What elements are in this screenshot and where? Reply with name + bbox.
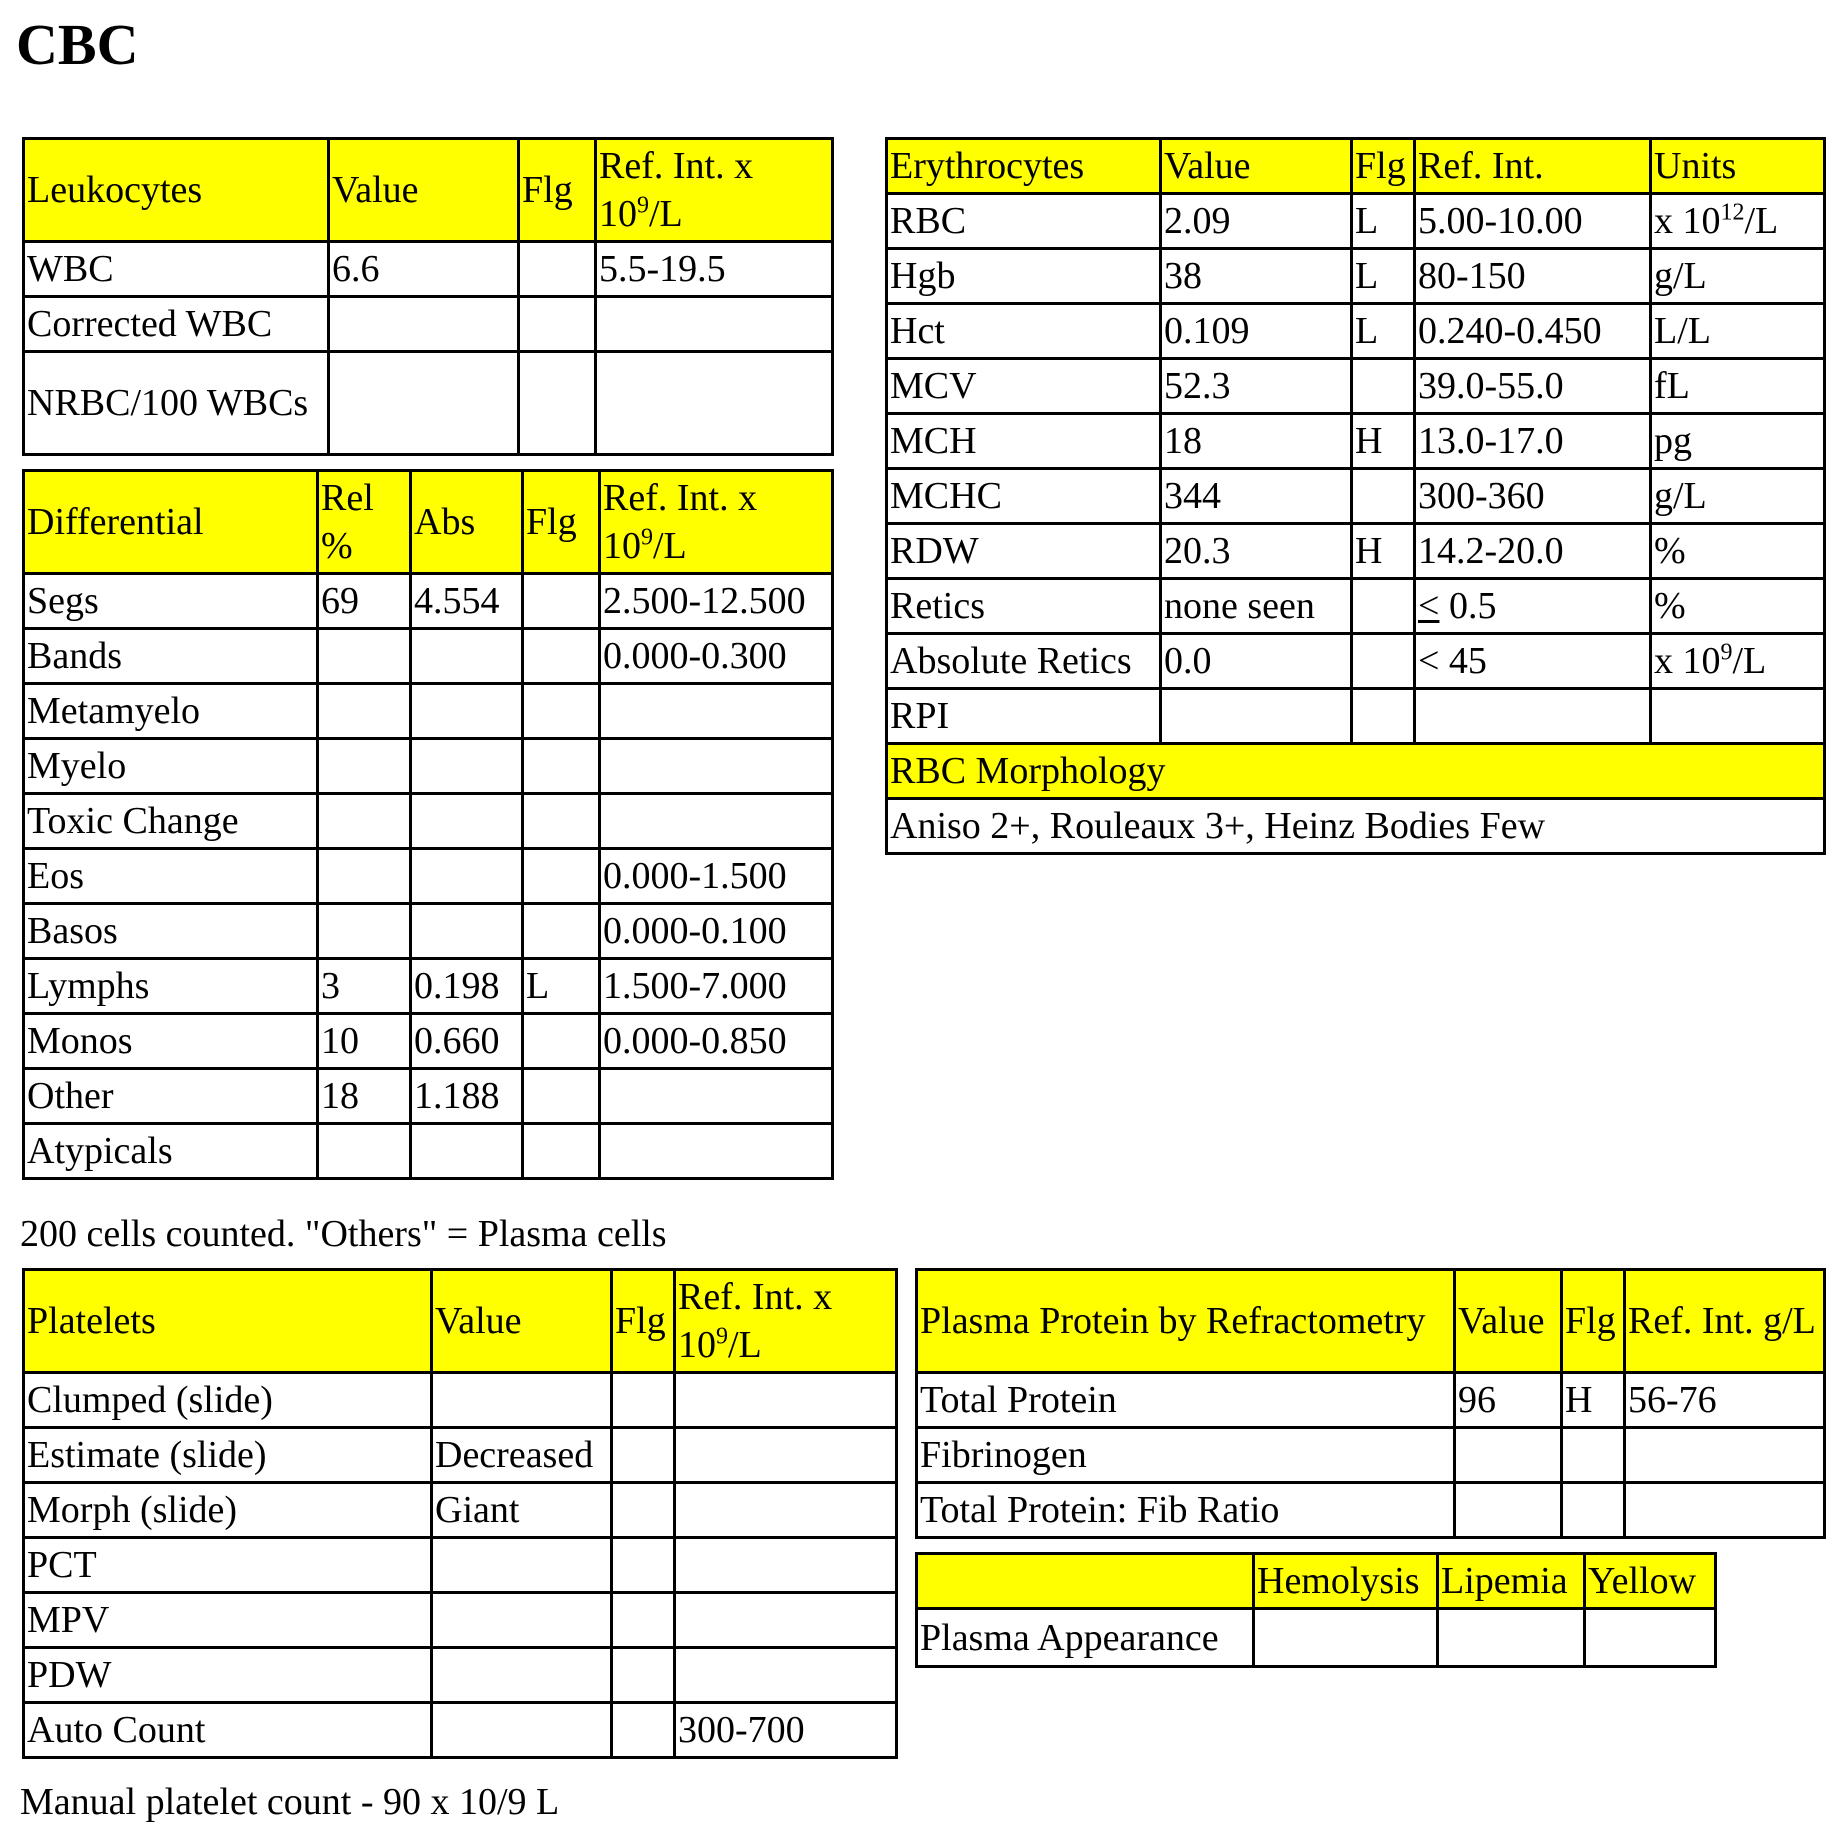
value-cell xyxy=(1455,1483,1562,1538)
table-row xyxy=(24,1428,897,1483)
flag-cell xyxy=(519,297,596,352)
header-cell: Value xyxy=(432,1270,612,1373)
erythrocytes-header-row xyxy=(887,139,1825,194)
header-cell: Flg xyxy=(1352,139,1415,194)
value-cell: 20.3 xyxy=(1161,524,1352,579)
table-row xyxy=(24,242,833,297)
value-cell xyxy=(432,1703,612,1758)
ref-cell xyxy=(1415,249,1651,304)
ref-cell xyxy=(675,1593,897,1648)
leukocytes-table xyxy=(22,137,834,456)
header-cell: Platelets xyxy=(24,1270,432,1373)
value-cell: 18 xyxy=(1161,414,1352,469)
unit-cell xyxy=(1651,359,1825,414)
ref-cell xyxy=(1415,579,1651,634)
unit-base: % xyxy=(1654,530,1686,572)
differential-note: 200 cells counted. "Others" = Plasma cells xyxy=(20,1213,667,1255)
morphology-header-row xyxy=(887,744,1825,799)
value-cell: 96 xyxy=(1455,1373,1562,1428)
plasma-appearance-table xyxy=(915,1552,1717,1668)
value-cell xyxy=(1161,689,1352,744)
flag-cell xyxy=(612,1538,675,1593)
row-label: Eos xyxy=(24,849,318,904)
rel-cell xyxy=(318,629,411,684)
differential-table xyxy=(22,469,834,1180)
unit-tail: /L xyxy=(1732,640,1767,682)
row-label: MCH xyxy=(887,414,1161,469)
flag-cell: L xyxy=(1352,304,1415,359)
table-row xyxy=(917,1483,1825,1538)
row-label: Myelo xyxy=(24,739,318,794)
ref-cell xyxy=(1415,689,1651,744)
ref-cell xyxy=(1415,634,1651,689)
flag-cell: H xyxy=(1352,414,1415,469)
unit-exponent: 9 xyxy=(1720,639,1733,666)
value-cell xyxy=(1438,1609,1585,1667)
table-row xyxy=(24,959,833,1014)
header-cell: Plasma Protein by Refractometry xyxy=(917,1270,1455,1373)
platelets-table xyxy=(22,1268,898,1759)
row-label: Retics xyxy=(887,579,1161,634)
row-label: Hgb xyxy=(887,249,1161,304)
flag-cell xyxy=(523,684,600,739)
flag-cell xyxy=(1352,579,1415,634)
header-cell: Units xyxy=(1651,139,1825,194)
table-row xyxy=(917,1609,1716,1667)
value-cell xyxy=(1455,1428,1562,1483)
unit-tail: /L xyxy=(1744,200,1779,242)
ref-cell xyxy=(675,1373,897,1428)
value-cell xyxy=(329,297,519,352)
flag-cell xyxy=(612,1483,675,1538)
row-label: MCV xyxy=(887,359,1161,414)
unit-cell xyxy=(1651,469,1825,524)
row-label: Plasma Appearance xyxy=(917,1609,1254,1667)
table-row xyxy=(887,194,1825,249)
row-label: Auto Count xyxy=(24,1703,432,1758)
ref-cell xyxy=(1415,304,1651,359)
ref-value: 5.00-10.00 xyxy=(1418,200,1583,242)
flag-cell xyxy=(612,1648,675,1703)
ref-cell: 1.500-7.000 xyxy=(600,959,833,1014)
ref-cell xyxy=(600,684,833,739)
table-row xyxy=(24,297,833,352)
row-label: Fibrinogen xyxy=(917,1428,1455,1483)
value-cell xyxy=(329,352,519,455)
platelets-header-row xyxy=(24,1270,897,1373)
rel-cell xyxy=(318,849,411,904)
table-row xyxy=(24,1483,897,1538)
ref-cell xyxy=(1415,524,1651,579)
ref-value: 39.0-55.0 xyxy=(1418,365,1564,407)
flag-cell: L xyxy=(1352,249,1415,304)
flag-cell xyxy=(519,352,596,455)
ref-cell: 0.000-0.300 xyxy=(600,629,833,684)
row-label: Bands xyxy=(24,629,318,684)
value-cell xyxy=(1254,1609,1438,1667)
unit-cell xyxy=(1651,634,1825,689)
flag-cell xyxy=(523,574,600,629)
ref-cell xyxy=(675,1538,897,1593)
flag-cell xyxy=(523,849,600,904)
ref-cell xyxy=(1415,194,1651,249)
flag-cell xyxy=(1352,634,1415,689)
row-label: Morph (slide) xyxy=(24,1483,432,1538)
flag-cell xyxy=(523,1069,600,1124)
flag-cell xyxy=(523,1014,600,1069)
rel-cell: 10 xyxy=(318,1014,411,1069)
unit-base: g/L xyxy=(1654,475,1707,517)
flag-cell xyxy=(523,629,600,684)
rel-cell: 69 xyxy=(318,574,411,629)
row-label: Total Protein: Fib Ratio xyxy=(917,1483,1455,1538)
ref-cell xyxy=(600,739,833,794)
table-row xyxy=(24,739,833,794)
table-row xyxy=(24,1703,897,1758)
value-cell: 344 xyxy=(1161,469,1352,524)
ref-value: 0.240-0.450 xyxy=(1418,310,1602,352)
ref-cell: 0.000-1.500 xyxy=(600,849,833,904)
header-cell: Abs xyxy=(411,471,523,574)
table-row xyxy=(24,904,833,959)
row-label: Monos xyxy=(24,1014,318,1069)
header-cell: Leukocytes xyxy=(24,139,329,242)
flag-cell xyxy=(523,794,600,849)
flag-cell: H xyxy=(1352,524,1415,579)
unit-base: g/L xyxy=(1654,255,1707,297)
header-cell: Yellow xyxy=(1585,1554,1716,1609)
abs-cell xyxy=(411,849,523,904)
flag-cell xyxy=(612,1428,675,1483)
table-row xyxy=(24,1014,833,1069)
ref-cell xyxy=(1415,469,1651,524)
row-label: RBC xyxy=(887,194,1161,249)
abs-cell xyxy=(411,904,523,959)
header-cell: Differential xyxy=(24,471,318,574)
header-cell: Value xyxy=(329,139,519,242)
table-row xyxy=(917,1428,1825,1483)
value-cell: 0.0 xyxy=(1161,634,1352,689)
plasma-appearance-header-row xyxy=(917,1554,1716,1609)
ref-cell: 2.500-12.500 xyxy=(600,574,833,629)
flag-cell: L xyxy=(1352,194,1415,249)
abs-cell: 1.188 xyxy=(411,1069,523,1124)
morphology-header: RBC Morphology xyxy=(887,744,1825,799)
table-row xyxy=(24,1538,897,1593)
ref-int-header: Ref. Int. x $10^9/L$ xyxy=(675,1270,897,1373)
unit-base: x 10 xyxy=(1654,200,1721,242)
flag-cell xyxy=(612,1373,675,1428)
row-label: NRBC/100 WBCs xyxy=(24,352,329,455)
table-row xyxy=(24,794,833,849)
rel-cell xyxy=(318,904,411,959)
row-label: Hct xyxy=(887,304,1161,359)
header-cell: Ref. Int. g/L xyxy=(1625,1270,1825,1373)
plasma-protein-table xyxy=(915,1268,1826,1539)
table-row xyxy=(887,249,1825,304)
header-cell: Flg xyxy=(523,471,600,574)
row-label: Corrected WBC xyxy=(24,297,329,352)
row-label: Estimate (slide) xyxy=(24,1428,432,1483)
table-row xyxy=(887,359,1825,414)
row-label: Absolute Retics xyxy=(887,634,1161,689)
flag-cell: L xyxy=(523,959,600,1014)
row-label: Total Protein xyxy=(917,1373,1455,1428)
table-row xyxy=(24,684,833,739)
header-cell: Rel % xyxy=(318,471,411,574)
table-row xyxy=(24,1069,833,1124)
value-cell: 2.09 xyxy=(1161,194,1352,249)
unit-cell xyxy=(1651,689,1825,744)
header-cell: Flg xyxy=(612,1270,675,1373)
table-row xyxy=(887,304,1825,359)
header-cell: Value xyxy=(1455,1270,1562,1373)
ref-value: < 45 xyxy=(1418,640,1487,682)
row-label: Metamyelo xyxy=(24,684,318,739)
table-row xyxy=(24,849,833,904)
ref-cell xyxy=(1625,1428,1825,1483)
value-cell xyxy=(432,1648,612,1703)
morphology-text: Aniso 2+, Rouleaux 3+, Heinz Bodies Few xyxy=(887,799,1825,854)
table-row xyxy=(887,469,1825,524)
unit-exponent: 12 xyxy=(1720,199,1745,226)
flag-cell xyxy=(612,1703,675,1758)
flag-cell: H xyxy=(1562,1373,1625,1428)
ref-cell: 0.000-0.100 xyxy=(600,904,833,959)
row-label: WBC xyxy=(24,242,329,297)
unit-cell xyxy=(1651,524,1825,579)
abs-cell xyxy=(411,629,523,684)
ref-cell: 5.5-19.5 xyxy=(596,242,833,297)
ref-value: 80-150 xyxy=(1418,255,1526,297)
table-row xyxy=(24,574,833,629)
ref-cell xyxy=(675,1483,897,1538)
ref-cell xyxy=(600,1124,833,1179)
table-row xyxy=(917,1373,1825,1428)
morphology-row xyxy=(887,799,1825,854)
row-label: MCHC xyxy=(887,469,1161,524)
ref-cell: 0.000-0.850 xyxy=(600,1014,833,1069)
header-cell: Value xyxy=(1161,139,1352,194)
table-row xyxy=(24,1648,897,1703)
table-row xyxy=(887,414,1825,469)
row-label: Lymphs xyxy=(24,959,318,1014)
abs-cell xyxy=(411,684,523,739)
ref-value: 300-360 xyxy=(1418,475,1545,517)
value-cell: 38 xyxy=(1161,249,1352,304)
row-label: Clumped (slide) xyxy=(24,1373,432,1428)
ref-cell xyxy=(600,1069,833,1124)
unit-base: fL xyxy=(1654,365,1690,407)
ref-cell xyxy=(675,1648,897,1703)
ref-value: 14.2-20.0 xyxy=(1418,530,1564,572)
ref-cell xyxy=(596,352,833,455)
table-row xyxy=(24,352,833,455)
rel-cell xyxy=(318,684,411,739)
table-row xyxy=(24,1124,833,1179)
flag-cell xyxy=(523,904,600,959)
header-cell: Flg xyxy=(1562,1270,1625,1373)
leukocytes-header-row xyxy=(24,139,833,242)
row-label: RPI xyxy=(887,689,1161,744)
rel-cell: 18 xyxy=(318,1069,411,1124)
row-label: Atypicals xyxy=(24,1124,318,1179)
header-cell: Ref. Int. xyxy=(1415,139,1651,194)
ref-cell xyxy=(596,297,833,352)
unit-base: x 10 xyxy=(1654,640,1721,682)
table-row xyxy=(24,629,833,684)
value-cell: 6.6 xyxy=(329,242,519,297)
erythrocytes-table xyxy=(885,137,1826,855)
table-row xyxy=(887,524,1825,579)
ref-cell xyxy=(675,1428,897,1483)
ref-cell: 300-700 xyxy=(675,1703,897,1758)
row-label: Basos xyxy=(24,904,318,959)
row-label: MPV xyxy=(24,1593,432,1648)
flag-cell xyxy=(1562,1428,1625,1483)
table-row xyxy=(887,689,1825,744)
value-cell xyxy=(432,1538,612,1593)
ref-cell xyxy=(1415,359,1651,414)
abs-cell: 4.554 xyxy=(411,574,523,629)
flag-cell xyxy=(519,242,596,297)
table-row xyxy=(887,634,1825,689)
ref-cell xyxy=(1415,414,1651,469)
ref-cell xyxy=(600,794,833,849)
unit-base: pg xyxy=(1654,420,1692,462)
rel-cell xyxy=(318,794,411,849)
row-label: PDW xyxy=(24,1648,432,1703)
platelets-note: Manual platelet count - 90 x 10/9 L xyxy=(20,1781,560,1823)
header-cell: Erythrocytes xyxy=(887,139,1161,194)
flag-cell xyxy=(523,1124,600,1179)
row-label: Other xyxy=(24,1069,318,1124)
value-cell xyxy=(432,1593,612,1648)
ref-int-header: Ref. Int. x $10^9/L$ xyxy=(596,139,833,242)
table-row xyxy=(887,579,1825,634)
value-cell: Giant xyxy=(432,1483,612,1538)
table-row xyxy=(24,1593,897,1648)
header-cell: Flg xyxy=(519,139,596,242)
plasma-protein-header-row xyxy=(917,1270,1825,1373)
abs-cell: 0.198 xyxy=(411,959,523,1014)
table-row xyxy=(24,1373,897,1428)
ref-cell: 56-76 xyxy=(1625,1373,1825,1428)
ref-cell xyxy=(1625,1483,1825,1538)
abs-cell xyxy=(411,739,523,794)
ref-symbol: < xyxy=(1418,585,1440,627)
ref-int-header: Ref. Int. x $10^9/L$ xyxy=(600,471,833,574)
flag-cell xyxy=(612,1593,675,1648)
abs-cell xyxy=(411,1124,523,1179)
flag-cell xyxy=(1352,469,1415,524)
differential-header-row xyxy=(24,471,833,574)
header-cell xyxy=(917,1554,1254,1609)
flag-cell xyxy=(1352,689,1415,744)
abs-cell: 0.660 xyxy=(411,1014,523,1069)
header-cell: Lipemia xyxy=(1438,1554,1585,1609)
rel-cell xyxy=(318,739,411,794)
row-label: RDW xyxy=(887,524,1161,579)
value-cell: none seen xyxy=(1161,579,1352,634)
flag-cell xyxy=(1562,1483,1625,1538)
flag-cell xyxy=(1352,359,1415,414)
unit-cell xyxy=(1651,414,1825,469)
abs-cell xyxy=(411,794,523,849)
page-title: CBC xyxy=(16,12,139,77)
ref-value: 0.5 xyxy=(1439,585,1497,627)
unit-cell xyxy=(1651,194,1825,249)
unit-cell xyxy=(1651,249,1825,304)
ref-value: 13.0-17.0 xyxy=(1418,420,1564,462)
unit-cell xyxy=(1651,579,1825,634)
flag-cell xyxy=(523,739,600,794)
value-cell xyxy=(432,1373,612,1428)
value-cell: 0.109 xyxy=(1161,304,1352,359)
row-label: PCT xyxy=(24,1538,432,1593)
unit-cell xyxy=(1651,304,1825,359)
rel-cell xyxy=(318,1124,411,1179)
header-cell: Hemolysis xyxy=(1254,1554,1438,1609)
rel-cell: 3 xyxy=(318,959,411,1014)
value-cell: Decreased xyxy=(432,1428,612,1483)
unit-base: % xyxy=(1654,585,1686,627)
value-cell xyxy=(1585,1609,1716,1667)
row-label: Toxic Change xyxy=(24,794,318,849)
value-cell: 52.3 xyxy=(1161,359,1352,414)
row-label: Segs xyxy=(24,574,318,629)
unit-base: L/L xyxy=(1654,310,1711,352)
